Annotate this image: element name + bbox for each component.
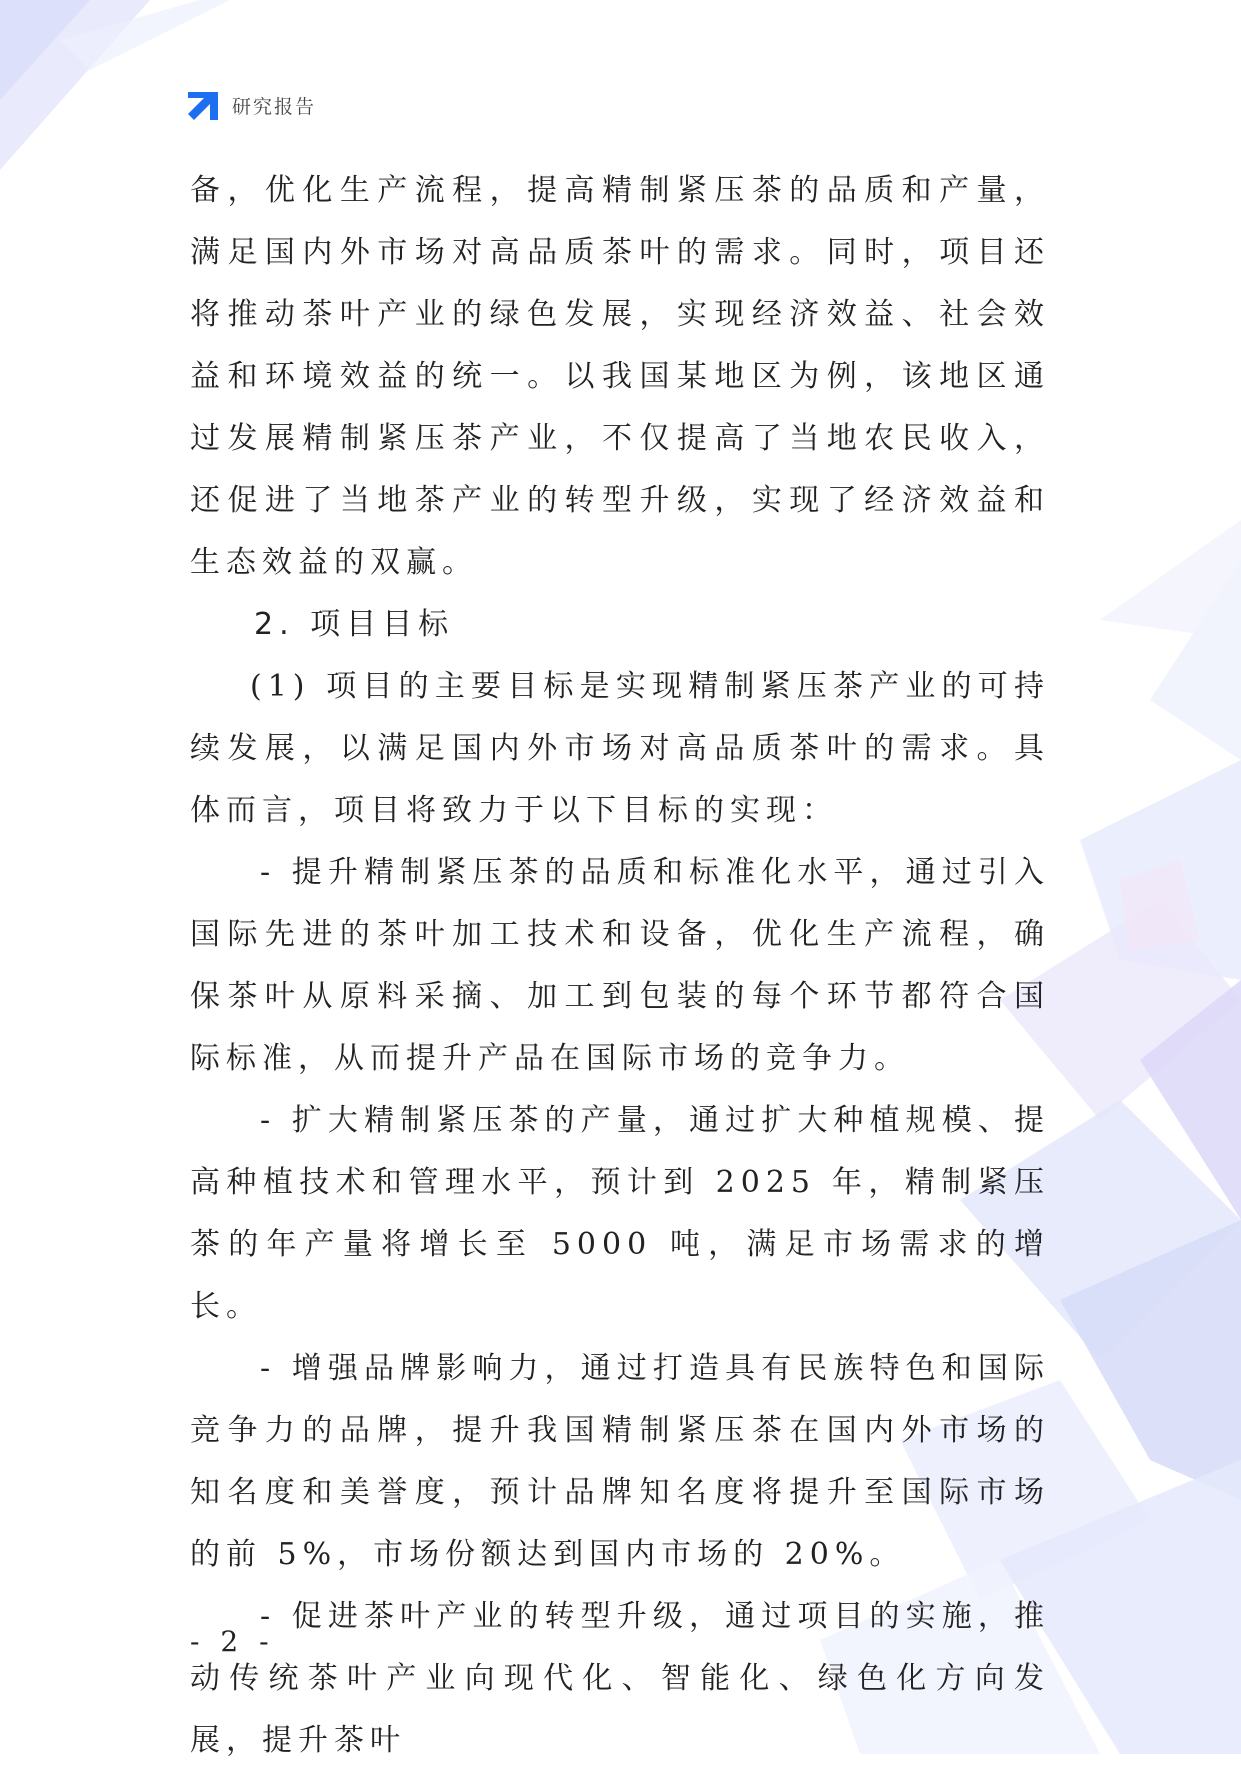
header-title: 研究报告 <box>232 95 317 118</box>
list-item-output: - 扩大精制紧压茶的产量，通过扩大种植规模、提高种植技术和管理水平，预计到 2025 年，精制紧压茶的年产量将增长至 5000 吨，满足市场需求的增长。 <box>190 1103 1050 1324</box>
arrow-logo-icon <box>186 88 220 122</box>
paragraph-objective: (1) 项目的主要目标是实现精制紧压茶产业的可持续发展，以满足国内外市场对高品质茶叶的需求。具体而言，项目将致力于以下目标的实现： <box>190 669 1050 828</box>
list-item-brand: - 增强品牌影响力，通过打造具有民族特色和国际竞争力的品牌，提升我国精制紧压茶在国内外市场的知名度和美誉度，预计品牌知名度将提升至国际市场的前 5%，市场份额达到国内市场的 20%。 <box>190 1351 1050 1572</box>
paragraph-continued: 备，优化生产流程，提高精制紧压茶的品质和产量，满足国内外市场对高品质茶叶的需求。同时，项目还将推动茶叶产业的绿色发展，实现经济效益、社会效益和环境效益的统一。以我国某地区为例，该地区通过发展精制紧压茶产业，不仅提高了当地农民收入，还促进了当地茶产业的转型升级，实现了经济效益和生态效益的双赢。 <box>190 173 1050 580</box>
report-header <box>186 88 316 122</box>
section-heading: 2. 项目目标 <box>254 607 455 642</box>
page-number: - 2 - <box>190 1625 275 1658</box>
list-item-quality: - 提升精制紧压茶的品质和标准化水平，通过引入国际先进的茶叶加工技术和设备，优化生产流程，确保茶叶从原料采摘、加工到包装的每个环节都符合国际标准，从而提升产品在国际市场的竞争力。 <box>190 855 1050 1076</box>
list-item-upgrade: - 促进茶叶产业的转型升级，通过项目的实施，推动传统茶叶产业向现代化、智能化、绿色化方向发展，提升茶叶 <box>190 1599 1050 1758</box>
document-body <box>190 160 1050 1772</box>
